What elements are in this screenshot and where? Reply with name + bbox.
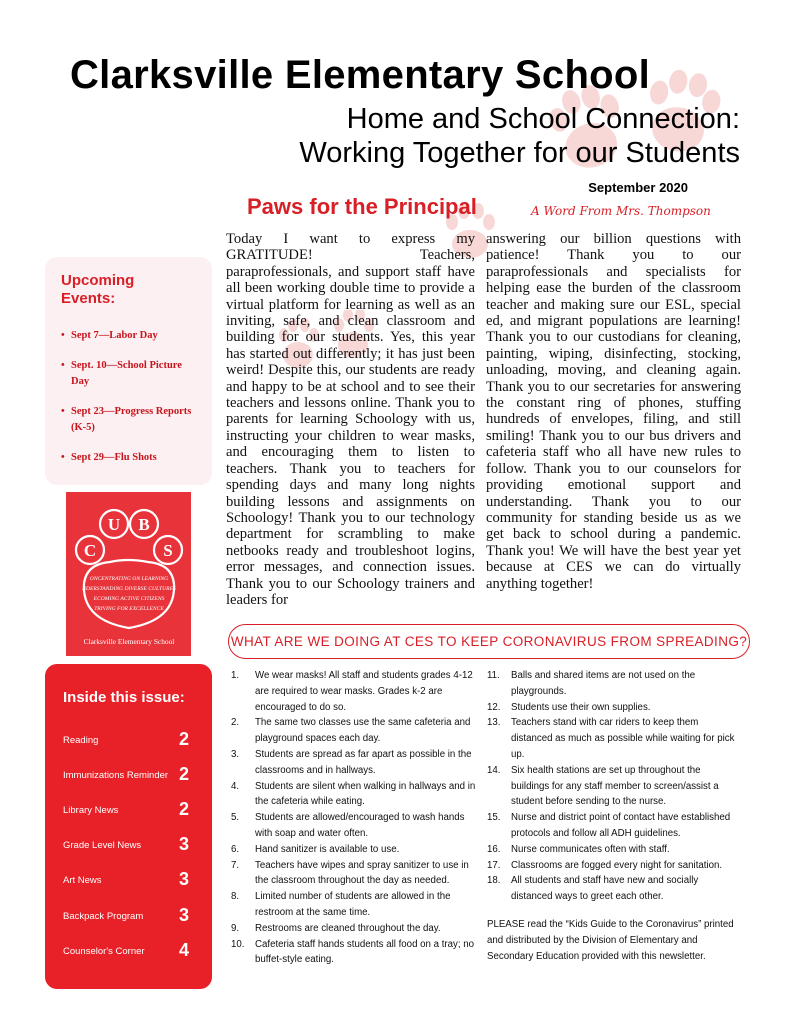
logo-letter: C	[83, 541, 97, 560]
newsletter-subtitle-line2: Working Together for our Students	[299, 137, 740, 169]
toc-page-number: 2	[178, 764, 189, 784]
toc-page-number: 3	[178, 834, 189, 854]
principal-article-column-1: Today I want to express my GRATITUDE! Teachers, paraprofessionals, and support staff have all been working double time to provide a virtual platform for learning as well as an inviting, safe, and clean classroom and building for our students. Yes, this year has started out differently; it has just been weird! Despite this, our students are ready and happy to be at school and to see their teachers and lessons online. Thank you to parents for learning Schoology with us, instructing your children to wear masks, and encouraging them to listen to teachers. Thank you to teachers for spending days and many long nights building lessons and assignments on Schoology! Thank you to our technology department for scrambling to make netbooks ready and troubleshoot logins, error messages, and connection issues. Thank you to our Schoology trainers and leaders for	[226, 231, 475, 608]
covid-rule: 15. Nurse and district point of contact have established protocols and follow all ADH guidelines.	[487, 812, 731, 839]
logo-motto-line: NDERSTANDING DIVERSE CULTURES	[82, 586, 176, 592]
covid-rule: 8. Limited number of students are allowed in the restroom at the same time.	[231, 891, 451, 918]
newsletter-subtitle-line1: Home and School Connection:	[346, 103, 740, 135]
event-item: • Sept 7—Labor Day	[61, 328, 201, 344]
covid-banner-text: WHAT ARE WE DOING AT CES TO KEEP CORONAVIRUS FROM SPREADING?	[230, 634, 748, 649]
upcoming-events-title: Upcoming Events:	[61, 272, 135, 307]
toc-item-immunizations[interactable]	[63, 764, 191, 788]
principal-byline: A Word From Mrs. Thompson	[531, 204, 711, 218]
toc-item-label: Grade Level News	[63, 840, 142, 851]
toc-item-label: Reading	[63, 735, 99, 746]
paw-logo-graphic	[66, 492, 191, 656]
logo-letter: S	[163, 541, 173, 560]
logo-letter: B	[138, 515, 150, 534]
principal-heading: Paws for the Principal	[247, 194, 477, 219]
covid-rule: 4. Students are silent when walking in hallways and in the cafeteria while eating.	[231, 780, 476, 808]
inside-this-issue-title: Inside this issue:	[63, 689, 185, 706]
logo-motto-line: ONCENTRATING ON LEARNING	[89, 576, 169, 582]
kids-guide-note: PLEASE read the “Kids Guide to the Coronavirus” printed and distributed by the Division of Elementary and Secondary Education provided with this newsletter.	[487, 919, 734, 962]
covid-rule: 16. Nurse communicates often with staff.	[487, 843, 670, 855]
covid-rule: 5. Students are allowed/encouraged to wash hands with soap and water often.	[231, 812, 465, 839]
covid-rule: 7. Teachers have wipes and spray sanitizer to use in the classroom throughout the day as needed.	[231, 859, 469, 887]
covid-rule: 1. We wear masks! All staff and students grades 4-12 are required to wear masks. Grades k-2 are encouraged to do so.	[231, 670, 473, 713]
covid-banner	[228, 624, 750, 659]
covid-rule: 3. Students are spread as far apart as possible in the classrooms and in hallways.	[231, 748, 472, 776]
newsletter-title: Clarksville Elementary School	[70, 53, 651, 97]
logo-motto-line: ECOMING ACTIVE CITIZENS	[93, 596, 165, 602]
toc-item-label: Immunizations Reminder	[63, 770, 169, 781]
toc-page-number: 2	[178, 799, 189, 819]
toc-page-number: 4	[178, 940, 189, 960]
covid-rule: 9. Restrooms are cleaned throughout the day.	[231, 922, 441, 934]
toc-item-backpack-program[interactable]	[63, 905, 191, 929]
toc-page-number: 3	[178, 905, 189, 925]
covid-rules-list-left	[231, 668, 478, 968]
toc-item-grade-level-news[interactable]	[63, 834, 191, 858]
logo-motto-line: TRIVING FOR EXCELLENCE	[94, 606, 164, 612]
event-item: • Sept. 10—School Picture Day	[61, 358, 201, 390]
issue-date: September 2020	[588, 180, 688, 195]
toc-page-number: 2	[178, 729, 189, 749]
toc-item-library-news[interactable]	[63, 799, 191, 823]
toc-item-reading[interactable]	[63, 729, 191, 753]
event-item: • Sept 29—Flu Shots	[61, 450, 201, 466]
principal-article-column-2: answering our billion questions with patience! Thank you to our paraprofessionals and specialists for helping ease the burden of the classroom teacher and making sure our ESL, special ed, and migrant populations are learning! Thank you to our custodians for cleaning, painting, wiping, disinfecting, stocking, unloading, moving, and cleaning again. Thank you to our secretaries for answering the constant ring of phones, stuffing hundreds of envelopes, filing, and still smiling! Thank you to our bus drivers and cafeteria staff who all have new rules to follow. Thank you to our counselors for providing emotional support and understanding. Thank you to our community for standing beside us as we get back to school during a pandemic. Thank you! We will have the best year yet because at CES we can do virtually anything together!	[486, 231, 741, 592]
toc-page-number: 3	[178, 869, 189, 889]
covid-rule: 6. Hand sanitizer is available to use.	[231, 843, 400, 855]
toc-item-label: Counselor's Corner	[63, 946, 145, 957]
covid-rules-list-right	[487, 668, 740, 905]
cubs-paw-logo	[66, 492, 191, 656]
toc-item-counselors-corner[interactable]	[63, 940, 191, 964]
event-item: • Sept 23—Progress Reports (K-5)	[61, 404, 201, 436]
covid-rule: 12. Students use their own supplies.	[487, 701, 651, 713]
toc-item-label: Library News	[63, 805, 119, 816]
covid-rule: 11. Balls and shared items are not used on the playgrounds.	[487, 670, 696, 697]
covid-rule: 17. Classrooms are fogged every night for sanitation.	[487, 859, 723, 871]
logo-school-name: Clarksville Elementary School	[83, 637, 175, 646]
logo-letter: U	[107, 515, 121, 534]
covid-rule: 14. Six health stations are set up throughout the buildings for any staff member to screen/assist a student before sending to the nurse.	[487, 764, 719, 808]
covid-rule: 2. The same two classes use the same cafeteria and playground spaces each day.	[231, 717, 471, 745]
toc-item-art-news[interactable]	[63, 869, 191, 893]
toc-item-label: Backpack Program	[63, 911, 144, 922]
toc-item-label: Art News	[63, 875, 102, 886]
covid-rule: 10. Cafeteria staff hands students all food on a tray; no buffet-style eating.	[231, 938, 475, 966]
covid-rule: 13. Teachers stand with car riders to keep them distanced as much as possible while waiting for pick up.	[487, 717, 735, 760]
upcoming-events-list	[61, 328, 201, 480]
covid-rule: 18. All students and staff have new and socially distanced ways to greet each other.	[487, 875, 699, 903]
